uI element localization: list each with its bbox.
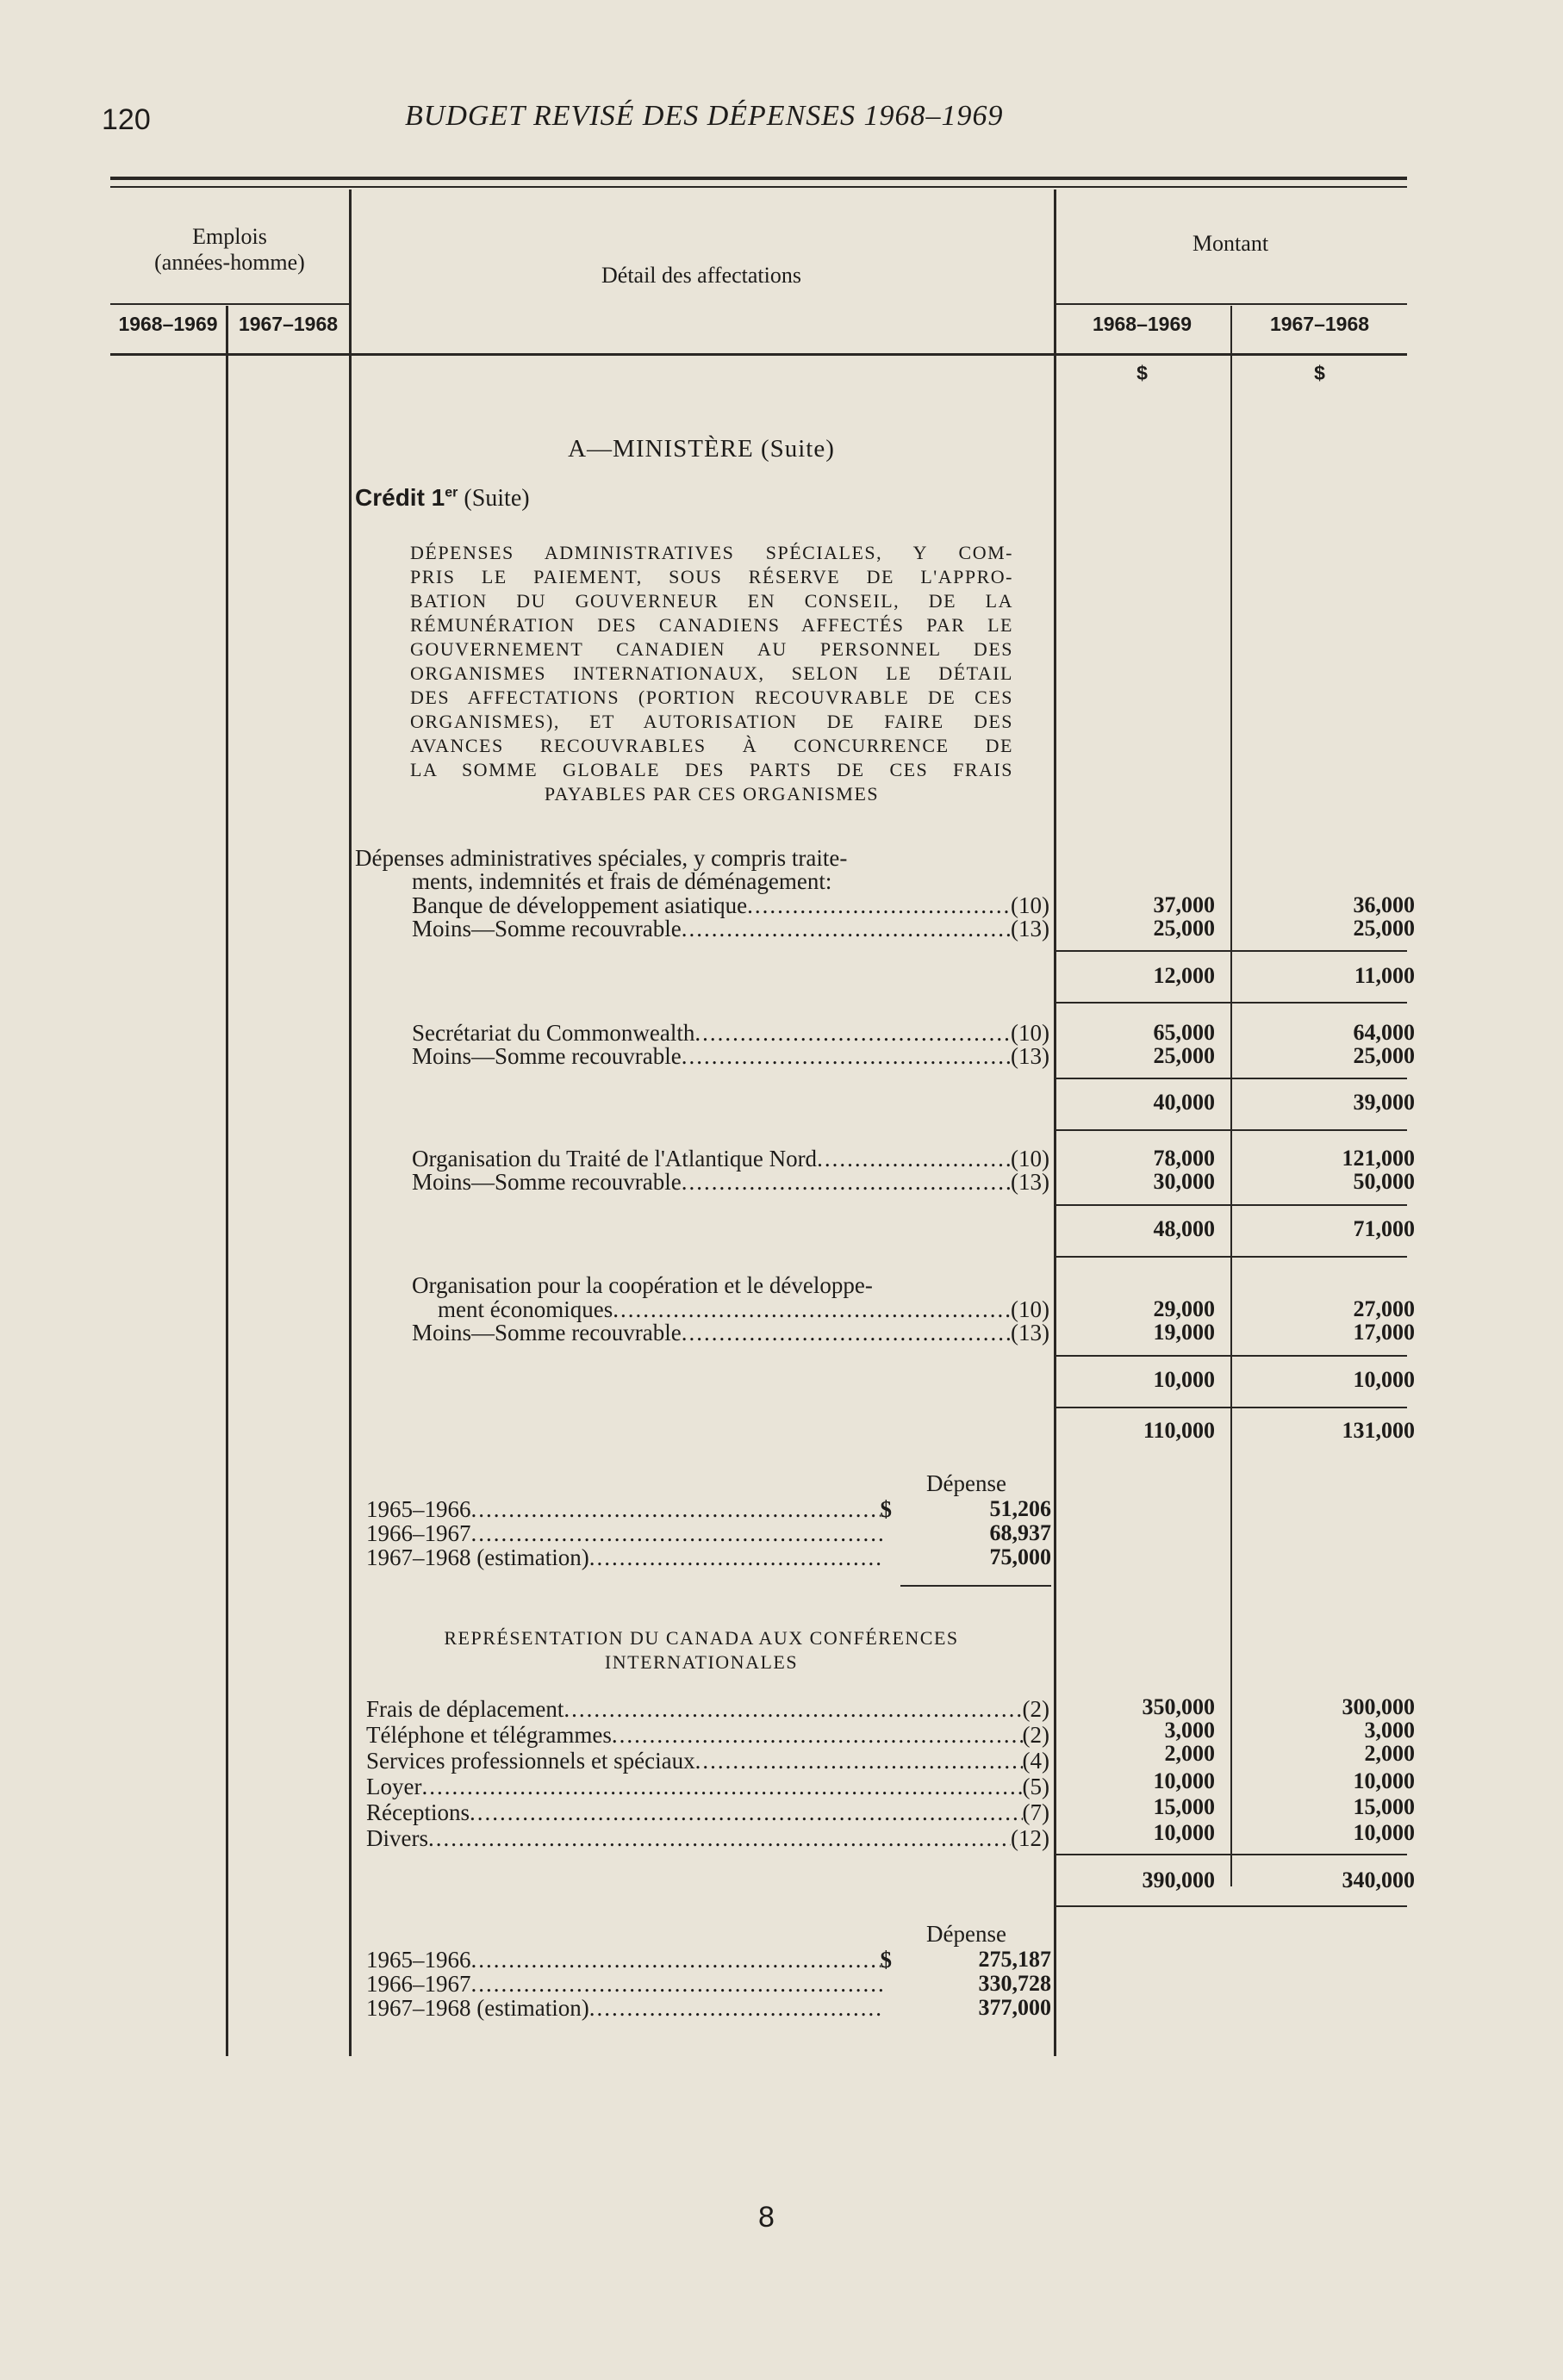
org-3-less-b: 50,000 — [1353, 1169, 1415, 1194]
rep-item-3-a: 2,000 — [1164, 1741, 1215, 1766]
depense-2-year-2: 1966–1967 — [366, 1971, 471, 1997]
org-3-rule-bottom — [1055, 1256, 1407, 1258]
rep-item-1-code: (2) — [1022, 1696, 1049, 1722]
section-title: A—MINISTÈRE (Suite) — [568, 435, 835, 463]
org-1-line — [412, 892, 1049, 918]
depense-1-label: Dépense — [926, 1470, 1006, 1496]
total-1-b: 131,000 — [1342, 1418, 1415, 1443]
depense-1-val-3: 75,000 — [989, 1544, 1051, 1569]
page-title: BUDGET REVISÉ DES DÉPENSES 1968–1969 — [405, 100, 1004, 132]
rep-item-3-b: 2,000 — [1364, 1741, 1415, 1766]
depense-2-val-3: 377,000 — [978, 1995, 1051, 2020]
credit-line — [355, 484, 530, 513]
org-4-rule-bottom — [1055, 1407, 1407, 1408]
header-detail: Détail des affectations — [601, 263, 801, 288]
depense-1-val-2: 68,937 — [989, 1520, 1051, 1545]
header-year-a: 1968–1969 — [118, 313, 218, 335]
org-4-less-line — [412, 1320, 1049, 1345]
org-3-code: (10) — [1011, 1146, 1049, 1171]
org-4-code: (10) — [1011, 1296, 1049, 1322]
depense-1-rule — [900, 1585, 1051, 1587]
org-3-b: 121,000 — [1342, 1146, 1415, 1171]
rep-item-6 — [366, 1825, 1049, 1851]
org-1-less-line — [412, 916, 1049, 941]
col-rule-detail-right — [1054, 190, 1056, 2056]
org-4-less-a: 19,000 — [1153, 1320, 1215, 1345]
special-heading-line: ORGANISMES INTERNATIONAUX, SELON LE DÉTAIL — [410, 662, 1013, 684]
depense-1-row-2 — [366, 1520, 883, 1546]
rep-item-1-label: Frais de déplacement — [366, 1696, 564, 1722]
org-3-net-b: 71,000 — [1353, 1216, 1415, 1241]
rep-item-2-a: 3,000 — [1164, 1718, 1215, 1743]
depense-1-row-3 — [366, 1544, 883, 1570]
org-1-rule-bottom — [1055, 1002, 1407, 1004]
org-4-a: 29,000 — [1153, 1296, 1215, 1321]
rep-heading-line-2: INTERNATIONALES — [604, 1651, 799, 1673]
special-heading-line: BATION DU GOUVERNEUR EN CONSEIL, DE LA — [410, 590, 1013, 612]
org-1-less: Moins—Somme recouvrable — [412, 916, 682, 941]
rep-item-5 — [366, 1799, 1049, 1825]
col-rule-montant — [1230, 306, 1232, 1886]
special-heading-line: AVANCES RECOUVRABLES À CONCURRENCE DE — [410, 735, 1013, 756]
org-1-less-code: (13) — [1011, 916, 1049, 941]
special-heading-line: DES AFFECTATIONS (PORTION RECOUVRABLE DE CES — [410, 687, 1013, 708]
rep-item-3-code: (4) — [1022, 1748, 1049, 1774]
depense-2-val-2: 330,728 — [978, 1971, 1051, 1996]
depense-2-year-1: 1965–1966 — [366, 1947, 471, 1973]
org-2-name: Secrétariat du Commonwealth — [412, 1020, 695, 1046]
depense-2-row-3 — [366, 1995, 883, 2021]
top-rule-2 — [110, 186, 1407, 188]
rep-item-6-b: 10,000 — [1353, 1820, 1415, 1845]
top-rule — [110, 177, 1407, 180]
org-1-net-b: 11,000 — [1354, 963, 1415, 988]
org-2-b: 64,000 — [1353, 1020, 1415, 1045]
rep-item-4-label: Loyer — [366, 1774, 422, 1799]
depense-2-val-1: 275,187 — [978, 1947, 1051, 1972]
depense-2-row-2 — [366, 1971, 883, 1997]
org-3-less-line — [412, 1169, 1049, 1195]
org-4-b: 27,000 — [1353, 1296, 1415, 1321]
org-3-name: Organisation du Traité de l'Atlantique Nord — [412, 1146, 818, 1171]
org-2-code: (10) — [1011, 1020, 1049, 1046]
org-1-less-a: 25,000 — [1153, 916, 1215, 941]
org-2-rule — [1055, 1078, 1407, 1079]
rep-item-1-b: 300,000 — [1342, 1694, 1415, 1719]
org-1-less-b: 25,000 — [1353, 916, 1415, 941]
org-4-less: Moins—Somme recouvrable — [412, 1320, 682, 1345]
header-emplois-rule — [110, 303, 349, 305]
header-montant-rule — [1054, 303, 1407, 305]
rep-item-4-a: 10,000 — [1153, 1768, 1215, 1793]
rep-item-5-label: Réceptions — [366, 1799, 470, 1825]
rep-item-2-b: 3,000 — [1364, 1718, 1415, 1743]
depense-2-cur-1: $ — [880, 1947, 892, 1973]
special-heading-line: PAYABLES PAR CES ORGANISMES — [544, 783, 880, 805]
org-2-a: 65,000 — [1153, 1020, 1215, 1045]
header-montant-year-a: 1968–1969 — [1092, 313, 1192, 335]
rep-item-4-b: 10,000 — [1353, 1768, 1415, 1793]
depense-1-row-1 — [366, 1496, 892, 1522]
org-4-line — [438, 1296, 1049, 1322]
rep-item-5-code: (7) — [1022, 1799, 1049, 1825]
org-2-rule-bottom — [1055, 1129, 1407, 1131]
header-montant-year-b: 1967–1968 — [1269, 313, 1370, 335]
special-heading-line: ORGANISMES), ET AUTORISATION DE FAIRE DES — [410, 711, 1013, 732]
org-4-rule — [1055, 1355, 1407, 1357]
currency-a: $ — [1136, 362, 1148, 384]
rep-item-6-code: (12) — [1011, 1825, 1049, 1851]
special-heading-line: DÉPENSES ADMINISTRATIVES SPÉCIALES, Y COM- — [410, 542, 1013, 563]
org-2-net-b: 39,000 — [1353, 1090, 1415, 1115]
rep-heading — [349, 1626, 1054, 1675]
org-4-name-line1: Organisation pour la coopération et le développe- — [412, 1272, 873, 1298]
org-2-less-b: 25,000 — [1353, 1043, 1415, 1068]
depense-1-val-1: 51,206 — [989, 1496, 1051, 1521]
depense-1-year-3: 1967–1968 (estimation) — [366, 1544, 589, 1570]
org-1-code: (10) — [1011, 892, 1049, 918]
org-1-rule — [1055, 950, 1407, 952]
rep-item-4-code: (5) — [1022, 1774, 1049, 1799]
depense-1-year-1: 1965–1966 — [366, 1496, 471, 1522]
org-3-net-a: 48,000 — [1153, 1216, 1215, 1241]
page-number: 120 — [102, 103, 151, 136]
header-emplois-line2: (années-homme) — [154, 250, 305, 275]
special-heading-line: RÉMUNÉRATION DES CANADIENS AFFECTÉS PAR LE — [410, 614, 1013, 636]
depense-2-label: Dépense — [926, 1921, 1006, 1947]
org-4-net-b: 10,000 — [1353, 1367, 1415, 1392]
org-1-net-a: 12,000 — [1153, 963, 1215, 988]
col-rule-emplois — [226, 306, 228, 2056]
org-2-less-a: 25,000 — [1153, 1043, 1215, 1068]
intro-line-1: Dépenses administratives spéciales, y compris traite- — [355, 845, 848, 871]
org-4-less-b: 17,000 — [1353, 1320, 1415, 1345]
org-2-less: Moins—Somme recouvrable — [412, 1043, 682, 1069]
credit-bold: Crédit 1 — [355, 484, 445, 511]
rep-item-6-a: 10,000 — [1153, 1820, 1215, 1845]
rep-item-6-label: Divers — [366, 1825, 428, 1851]
rep-rule-bottom — [1055, 1905, 1407, 1907]
total-1-a: 110,000 — [1143, 1418, 1215, 1443]
depense-2-row-1 — [366, 1947, 892, 1973]
org-4-net-a: 10,000 — [1153, 1367, 1215, 1392]
special-heading-line: LA SOMME GLOBALE DES PARTS DE CES FRAIS — [410, 759, 1013, 780]
header-bottom-rule — [110, 353, 1407, 356]
header-emplois — [110, 224, 349, 276]
rep-rule — [1055, 1854, 1407, 1855]
rep-item-1-a: 350,000 — [1142, 1694, 1215, 1719]
header-emplois-line1: Emplois — [192, 224, 267, 249]
rep-item-5-a: 15,000 — [1153, 1794, 1215, 1819]
rep-item-1 — [366, 1696, 1049, 1722]
depense-1-cur-1: $ — [880, 1496, 892, 1522]
header-montant: Montant — [1192, 231, 1269, 256]
rep-heading-line-1: REPRÉSENTATION DU CANADA AUX CONFÉRENCES — [444, 1627, 959, 1649]
rep-item-5-b: 15,000 — [1353, 1794, 1415, 1819]
org-4-less-code: (13) — [1011, 1320, 1049, 1345]
org-2-less-code: (13) — [1011, 1043, 1049, 1069]
org-3-rule — [1055, 1204, 1407, 1206]
org-4-name: ment économiques — [438, 1296, 613, 1322]
credit-rest: (Suite) — [458, 485, 530, 512]
rep-item-3-label: Services professionnels et spéciaux — [366, 1748, 695, 1774]
org-1-name: Banque de développement asiatique — [412, 892, 748, 918]
col-rule-emplois-right — [349, 190, 352, 2056]
org-3-line — [412, 1146, 1049, 1171]
special-heading-line: GOUVERNEMENT CANADIEN AU PERSONNEL DES — [410, 638, 1013, 660]
header-year-b: 1967–1968 — [238, 313, 339, 335]
rep-item-2 — [366, 1722, 1049, 1748]
currency-b: $ — [1314, 362, 1325, 384]
org-3-less-code: (13) — [1011, 1169, 1049, 1195]
total-2-b: 340,000 — [1342, 1867, 1415, 1892]
rep-item-2-label: Téléphone et télégrammes — [366, 1722, 612, 1748]
org-1-b: 36,000 — [1353, 892, 1415, 917]
org-2-net-a: 40,000 — [1153, 1090, 1215, 1115]
credit-sup: er — [445, 485, 458, 500]
special-heading-line: PRIS LE PAIEMENT, SOUS RÉSERVE DE L'APPRO- — [410, 566, 1013, 587]
total-2-a: 390,000 — [1142, 1867, 1215, 1892]
depense-1-year-2: 1966–1967 — [366, 1520, 471, 1546]
org-1-a: 37,000 — [1153, 892, 1215, 917]
depense-2-year-3: 1967–1968 (estimation) — [366, 1995, 589, 2021]
special-heading — [410, 541, 1013, 806]
org-2-less-line — [412, 1043, 1049, 1069]
org-3-less-a: 30,000 — [1153, 1169, 1215, 1194]
footer-number: 8 — [758, 2201, 775, 2234]
org-3-less: Moins—Somme recouvrable — [412, 1169, 682, 1195]
rep-item-3 — [366, 1748, 1049, 1774]
org-2-line — [412, 1020, 1049, 1046]
rep-item-4 — [366, 1774, 1049, 1799]
org-3-a: 78,000 — [1153, 1146, 1215, 1171]
rep-item-2-code: (2) — [1022, 1722, 1049, 1748]
intro-line-2: ments, indemnités et frais de déménagement: — [412, 868, 832, 894]
